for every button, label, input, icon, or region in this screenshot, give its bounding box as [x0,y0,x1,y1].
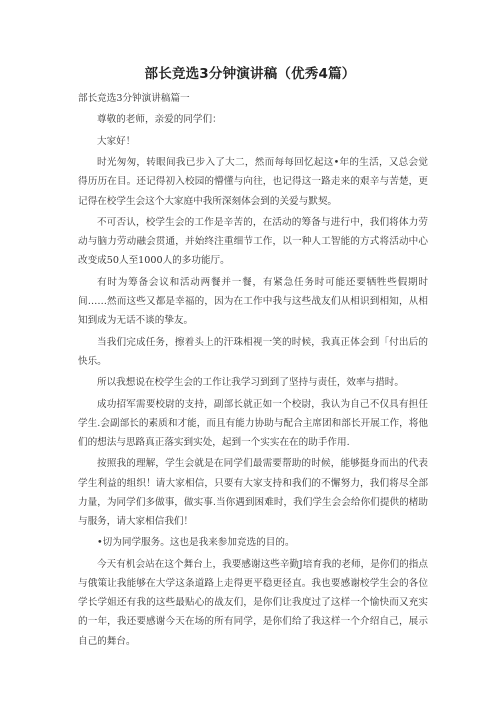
paragraph: •切为同学服务。这也是我来参加竞选的目的。 [97,537,295,549]
paragraph: 时光匆匆，转眼间我已步入了大二，然而每每回忆起这•年的生活，又总会觉得历历在目。还记得初入校园的懵懂与向往，也记得这一路走来的艰辛与苦楚，更记得在校学生会这个大家庭中我所深刻体会到的关爱与默契。 [78,157,428,207]
paragraph: 按照我的理解，学生会就是在同学们最需要帮助的时候，能够挺身而出的代表学生利益的组织！请大家相信，只要有大家支持和我们的不懈努力，我们将尽全部力量，为同学们多做事，做实事.当你遇到困难时，我们学生会会给你们提供的楮助与服务，请大家相信我们！ [78,458,428,527]
paragraph: 所以我想说在校学生会的工作让我学习到到了坚持与责任，效率与措时。 [97,377,404,389]
paragraph: 今天有机会站在这个舞台上，我要感谢这些辛勤J培育我的老师，是你们的指点与俄策让我能够在大学这条道路上走得更平稳更径直。我也要感谢校学生会的各位学长学姐还有我的这些最贴心的战友们，是你们让我度过了这样一个愉快而又充实的一年，我还要感谢今天在场的所有同学，是你们给了我这样一个介绍自己，展示自己的舞台。 [78,558,428,647]
paragraph: 当我们完成任务，擦着头上的汗珠相视一笑的时候，我真正体会到「付出后的快乐。 [78,336,428,367]
paragraph-salutation: 尊敬的老师，亲爱的同学们： [97,114,222,126]
paragraph: 有时为筹备会议和活动两餐并一餐，有紧急任务时可能还要牺牲些假期时间……然而这些又都是幸福的，因为在工作中我与这些战友们从相识到相知，从相知到成为无话不谈的挚友。 [78,276,428,327]
paragraph: 成功招军需要校尉的支持，副部长就正如一个校尉，我认为自己不仅具有担任学生.会副部长的素质和才能，而且有能力协助与配合主席团和部长开展工作，将他们的想法与思路真正落实到实处，起到一个实实在在的助手作用. [78,398,428,448]
document-title: 部长竞选3分钟演讲稿（优秀4篇） [144,66,356,82]
paragraph: 不可否认，校学生会的工作是辛苦的，在活动的筹备与进行中，我们将体力劳动与脑力劳动融会贯通，并始终注重细节工作，以一种人工智能的方式将活动中心改变成50人至1000人的多功能厅。 [78,216,428,267]
paragraph-greeting: 大家好！ [97,135,136,147]
document-body [78,89,428,651]
section-heading: 部长竞选3分钟演讲稿篇一 [78,93,190,104]
